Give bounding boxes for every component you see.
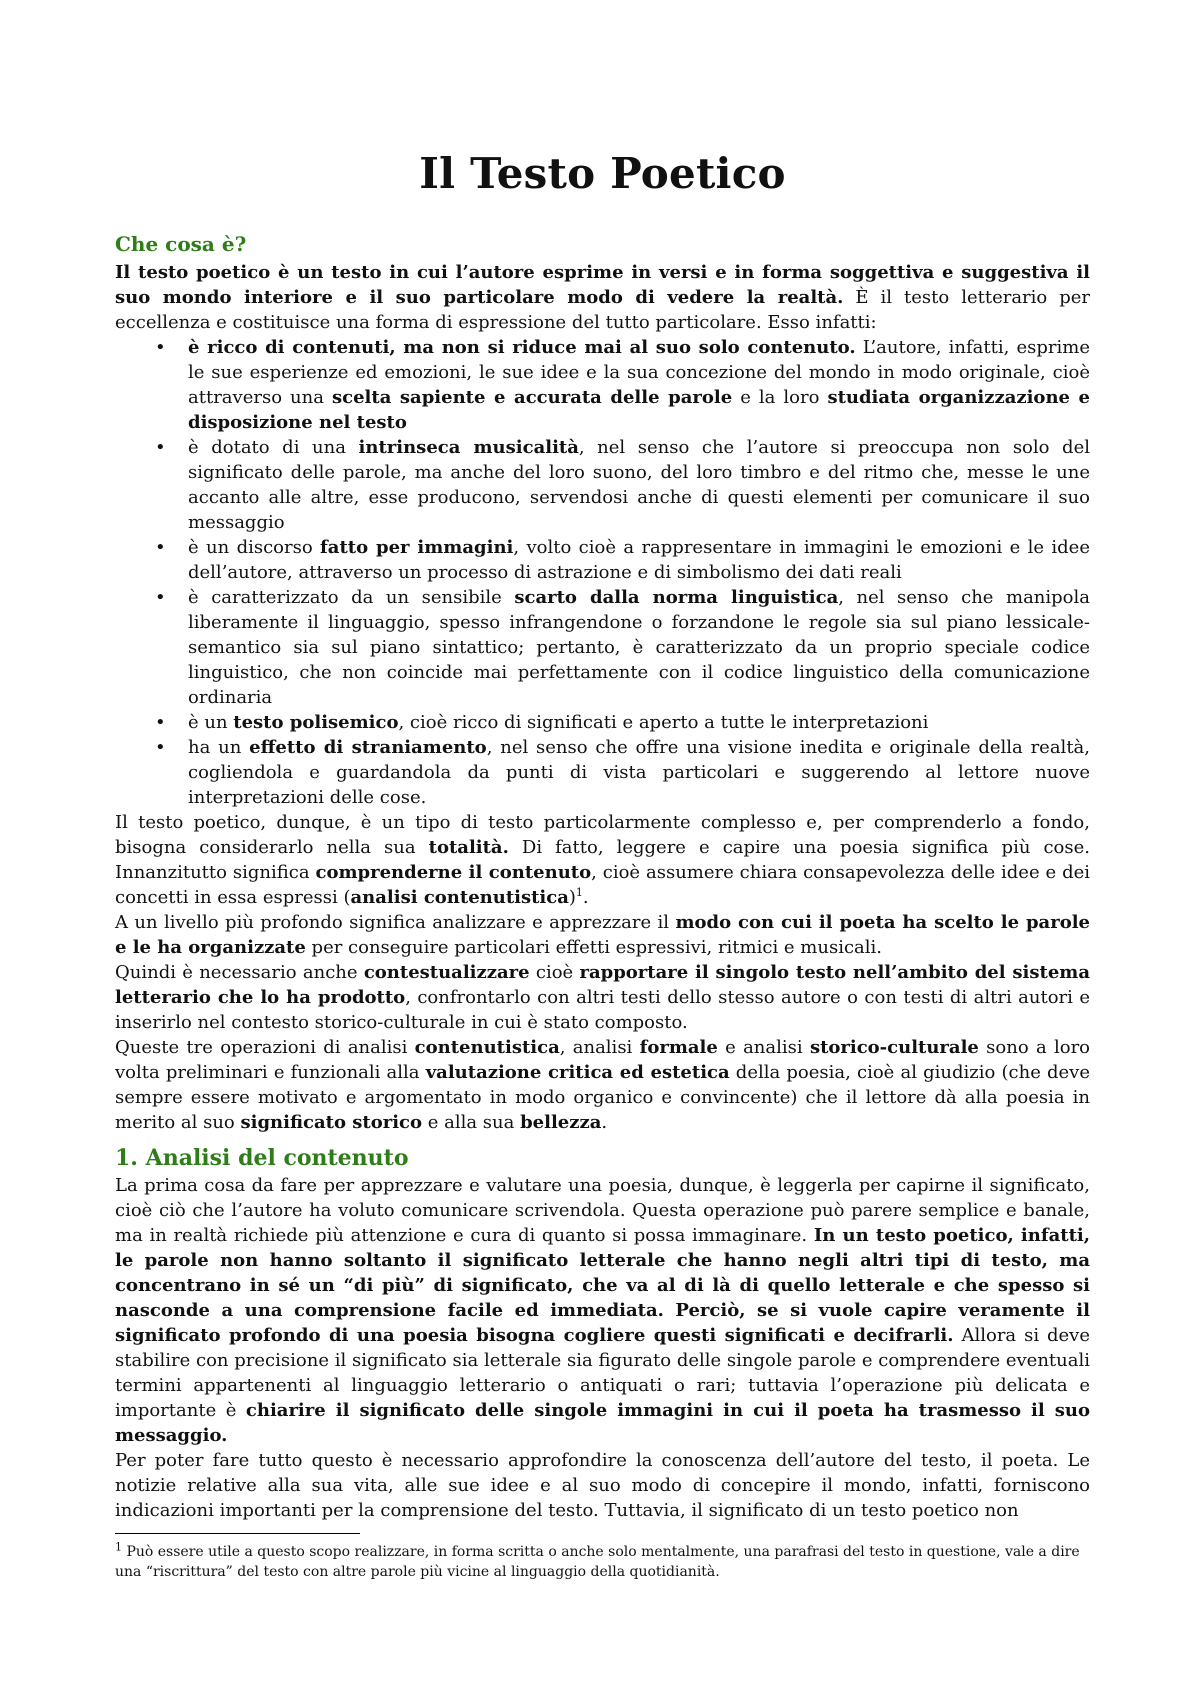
list-item: • è ricco di contenuti, ma non si riduce mai al suo solo contenuto. L’autore, infatti, esprime le sue esperienze ed emozioni, le sue idee e la sua concezione del mondo in modo originale, cioè attraverso una scelta sapiente e accurata delle parole e la loro studiata organizzazione e disposizione nel testo (155, 337, 1090, 433)
document-page (115, 135, 1090, 1582)
paragraph-totalita: Il testo poetico, dunque, è un tipo di testo particolarmente complesso e, per comprenderlo a fondo, bisogna considerarlo nella sua totalità. Di fatto, leggere e capire una poesia significa più cose. Innanzitutto significa comprenderne il contenuto, cioè assumere chiara consapevolezza delle idee e dei concetti in essa espressi (analisi contenutistica)$^1$. (115, 812, 1091, 908)
list-item: • è dotato di una intrinseca musicalità, nel senso che l’autore si preoccupa non solo del significato delle parole, ma anche del loro suono, del loro timbro e del ritmo che, messe le une accanto alle altre, esse producono, servendosi anche di questi elementi per comunicare il suo messaggio (155, 437, 1090, 533)
list-item: • è caratterizzato da un sensibile scarto dalla norma linguistica, nel senso che manipola liberamente il linguaggio, spesso infrangendone o forzandone le regole sia sul piano lessicale-semantico sia sul piano sintattico; pertanto, è caratterizzato da un proprio speciale codice linguistico, che non coincide mai perfettamente con il codice linguistico della comunicazione ordinaria (155, 587, 1090, 708)
bullet-icon: • (155, 737, 166, 758)
bullet-icon: • (155, 712, 166, 733)
section-heading-analisi-contenuto: 1. Analisi del contenuto (115, 1145, 409, 1171)
bullet-icon: • (155, 537, 166, 558)
paragraph-livello-profondo: A un livello più profondo significa analizzare e apprezzare il modo con cui il poeta ha scelto le parole e le ha organizzate per conseguire particolari effetti espressivi, ritmici e musicali. (115, 912, 1090, 958)
paragraph-contestualizzare: Quindi è necessario anche contestualizzare cioè rapportare il singolo testo nell’ambito del sistema letterario che lo ha prodotto, confrontarlo con altri testi dello stesso autore o con testi di altri autori e inserirlo nel contesto storico-culturale in cui è stato composto. (115, 962, 1090, 1033)
characteristics-list (115, 335, 1090, 810)
list-item: • è un discorso fatto per immagini, volto cioè a rappresentare in immagini le emozioni e le idee dell’autore, attraverso un processo di astrazione e di simbolismo dei dati reali (155, 537, 1090, 583)
paragraph-tre-operazioni: Queste tre operazioni di analisi contenutistica, analisi formale e analisi storico-culturale sono a loro volta preliminari e funzionali alla valutazione critica ed estetica della poesia, cioè al giudizio (che deve sempre essere motivato e argomentato in modo organico e convincente) che il lettore dà alla poesia in merito al suo significato storico e alla sua bellezza. (115, 1037, 1091, 1133)
bullet-icon: • (155, 337, 166, 358)
intro-paragraph: Il testo poetico è un testo in cui l’autore esprime in versi e in forma soggettiva e suggestiva il suo mondo interiore e il suo particolare modo di vedere la realtà. È il testo letterario per eccellenza e costituisce una forma di espressione del tutto particolare. Esso infatti: (115, 262, 1091, 333)
list-item: • è un testo polisemico, cioè ricco di significati e aperto a tutte le interpretazioni (155, 712, 929, 733)
footnote-divider (115, 1533, 360, 1534)
section-heading-che-cosa: Che cosa è? (115, 232, 247, 256)
footnote: $^1$ Può essere utile a questo scopo realizzare, in forma scritta o anche solo mentalmente, una parafrasi del testo in questione, vale a dire una “riscrittura” del testo con altre parole più vicine al linguaggio della quotidianità. (115, 1540, 1080, 1580)
paragraph-prima-cosa: La prima cosa da fare per apprezzare e valutare una poesia, dunque, è leggerla per capirne il significato, cioè ciò che l’autore ha voluto comunicare scrivendola. Questa operazione può parere semplice e banale, ma in realtà richiede più attenzione e cura di quanto si possa immaginare. In un testo poetico, infatti, le parole non hanno soltanto il significato letterale che hanno negli altri tipi di testo, ma concentrano in sé un “di più” di significato, che va al di là di quello letterale e che spesso si nasconde a una comprensione facile ed immediata. Perciò, se si vuole capire veramente il significato profondo di una poesia bisogna cogliere questi significati e decifrarli. Allora si deve stabilire con precisione il significato sia letterale sia figurato delle singole parole e comprendere eventuali termini appartenenti al linguaggio letterario o antiquati o rari; tuttavia l’operazione più delicata e importante è chiarire il significato delle singole immagini in cui il poeta ha trasmesso il suo messaggio. (115, 1175, 1091, 1446)
list-item: • ha un effetto di straniamento, nel senso che offre una visione inedita e originale della realtà, cogliendola e guardandola da punti di vista particolari e suggerendo al lettore nuove interpretazioni delle cose. (155, 737, 1091, 808)
footnote-ref[interactable]: 1 (575, 886, 583, 899)
page-title: Il Testo Poetico (419, 149, 786, 198)
paragraph-autore: Per poter fare tutto questo è necessario approfondire la conoscenza dell’autore del testo, il poeta. Le notizie relative alla sua vita, alle sue idee e al suo modo di concepire il mondo, infatti, forniscono indicazioni importanti per la comprensione del testo. Tuttavia, il significato di un testo poetico non (115, 1450, 1090, 1521)
bullet-icon: • (155, 587, 166, 608)
bullet-icon: • (155, 437, 166, 458)
